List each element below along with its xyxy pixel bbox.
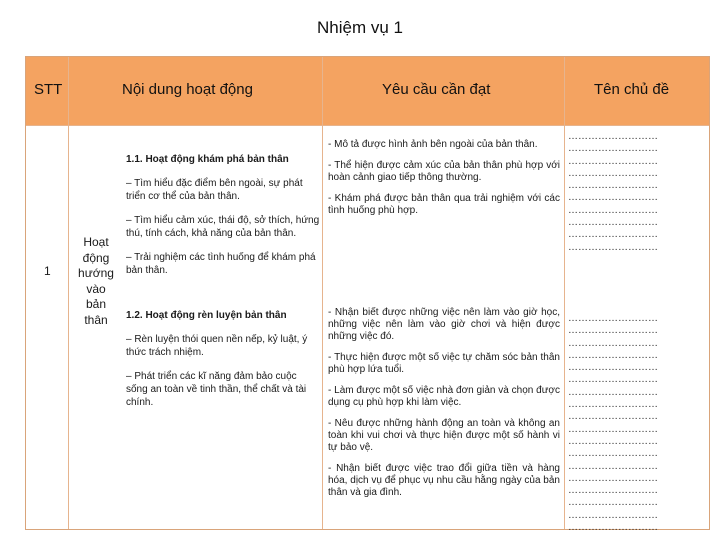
topic-dots: ……………………… bbox=[568, 229, 658, 241]
requirement-item: - Thể hiện được cảm xúc của bản thân phù hợp với hoàn cảnh giao tiếp thông thường. bbox=[328, 160, 560, 183]
header-stt: STT bbox=[34, 81, 63, 98]
topic-dots: ……………………… bbox=[568, 204, 658, 216]
header-divider bbox=[26, 125, 709, 126]
topic-dots: ……………………… bbox=[568, 143, 658, 155]
requirement-item: - Khám phá được bản thân qua trải nghiệm với các tình huống phù hợp. bbox=[328, 193, 560, 216]
header-content: Nội dung hoạt động bbox=[122, 81, 253, 98]
topic-dots: ……………………… bbox=[568, 131, 658, 142]
requirement-item: - Nhận biết được những việc nên làm vào giờ học, những việc nên làm vào giờ chơi và hiện được những việc đó. bbox=[328, 307, 560, 342]
requirement-item: - Làm được một số việc nhà đơn giản và chọn được dụng cụ phù hợp khi làm việc. bbox=[328, 385, 560, 408]
section1-item: – Tìm hiểu đặc điểm bên ngoài, sự phát triển cơ thể của bản thân. bbox=[126, 178, 303, 202]
section2-item: – Phát triển các kĩ năng đảm bảo cuộc sống an toàn về tinh thần, thể chất và tài chính. bbox=[126, 371, 307, 408]
activity-line: động bbox=[82, 250, 110, 265]
section2-content bbox=[126, 309, 321, 420]
topic-dots: ……………………… bbox=[568, 180, 658, 192]
topic-dots: ……………………… bbox=[568, 313, 658, 324]
topic-dots: ……………………… bbox=[568, 460, 658, 472]
topic-dots: ……………………… bbox=[568, 509, 658, 521]
section1-heading: 1.1. Hoạt động khám phá bản thân bbox=[126, 154, 289, 165]
topic-dots: ……………………… bbox=[568, 423, 658, 435]
topic-dots: ……………………… bbox=[568, 217, 658, 229]
topic-dots: ……………………… bbox=[568, 386, 658, 398]
activity-label bbox=[70, 235, 122, 328]
header-requirements: Yêu cầu cần đạt bbox=[382, 81, 491, 98]
row-number: 1 bbox=[44, 264, 51, 278]
section2-topic-placeholder bbox=[568, 313, 703, 534]
activity-line: vào bbox=[86, 281, 106, 296]
topic-dots: ……………………… bbox=[568, 522, 658, 534]
topic-dots: ……………………… bbox=[568, 325, 658, 337]
section1-item: – Tìm hiểu cảm xúc, thái độ, sở thích, hứng thú, tính cách, khả năng của bản thân. bbox=[126, 215, 320, 239]
topic-dots: ……………………… bbox=[568, 485, 658, 497]
requirement-item: - Nhận biết được việc trao đổi giữa tiền và hàng hóa, dịch vụ để phục vụ nhu cầu hằng ngày của bản thân và gia đình. bbox=[328, 463, 560, 498]
activity-line: thân bbox=[84, 312, 108, 327]
topic-dots: ……………………… bbox=[568, 472, 658, 484]
topic-dots: ……………………… bbox=[568, 411, 658, 423]
topic-dots: ……………………… bbox=[568, 497, 658, 509]
section1-topic-placeholder bbox=[568, 131, 703, 254]
col-divider bbox=[68, 57, 69, 529]
requirement-item: - Nêu được những hành động an toàn và không an toàn khi vui chơi và thực hiện được một số hành vi tự bảo vệ. bbox=[328, 418, 560, 453]
col-divider bbox=[322, 57, 323, 529]
topic-dots: ……………………… bbox=[568, 337, 658, 349]
topic-dots: ……………………… bbox=[568, 435, 658, 447]
topic-dots: ……………………… bbox=[568, 167, 658, 179]
section2-requirements bbox=[328, 307, 560, 508]
topic-dots: ……………………… bbox=[568, 192, 658, 204]
section2-heading: 1.2. Hoạt động rèn luyện bản thân bbox=[126, 310, 287, 321]
page-title: Nhiệm vụ 1 bbox=[317, 18, 403, 37]
activity-line: bản bbox=[85, 297, 107, 311]
topic-dots: ……………………… bbox=[568, 448, 658, 460]
activities-table bbox=[25, 56, 710, 534]
topic-dots: ……………………… bbox=[568, 349, 658, 361]
activity-line: Hoạt bbox=[83, 235, 109, 249]
col-divider bbox=[564, 57, 565, 529]
header-topic: Tên chủ đề bbox=[594, 81, 670, 98]
section1-item: – Trải nghiệm các tình huống để khám phá bản thân. bbox=[126, 252, 316, 276]
section2-item: – Rèn luyện thói quen nền nếp, kỷ luật, ý thức trách nhiệm. bbox=[126, 334, 308, 358]
topic-dots: ……………………… bbox=[568, 241, 658, 253]
topic-dots: ……………………… bbox=[568, 399, 658, 411]
activity-line: hướng bbox=[78, 266, 114, 280]
section1-content bbox=[126, 153, 321, 288]
section1-requirements bbox=[328, 139, 560, 226]
requirement-item: - Mô tả được hình ảnh bên ngoài của bản thân. bbox=[328, 139, 538, 150]
topic-dots: ……………………… bbox=[568, 155, 658, 167]
requirement-item: - Thực hiện được một số việc tự chăm sóc bản thân phù hợp lứa tuổi. bbox=[328, 352, 560, 375]
topic-dots: ……………………… bbox=[568, 362, 658, 374]
table-header bbox=[26, 57, 709, 125]
topic-dots: ……………………… bbox=[568, 374, 658, 386]
